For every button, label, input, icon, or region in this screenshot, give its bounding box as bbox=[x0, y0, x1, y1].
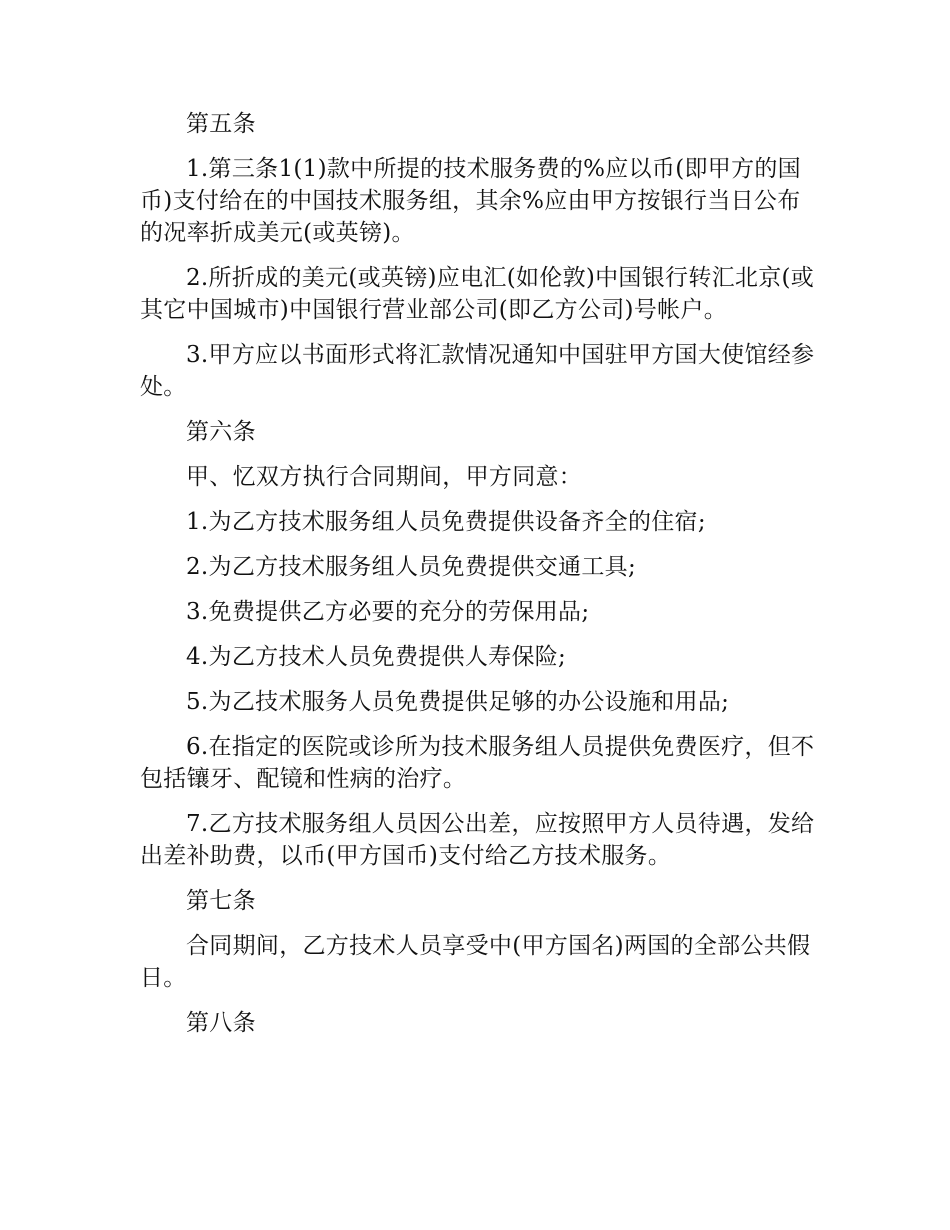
article-5-clause-1: 1.第三条1(1)款中所提的技术服务费的%应以币(即甲方的国币)支付给在的中国技术服务组，其余%应由甲方按银行当日公布的况率折成美元(或英镑)。 bbox=[140, 156, 801, 246]
article-6-item-6: 6.在指定的医院或诊所为技术服务组人员提供免费医疗，但不包括镶牙、配镜和性病的治疗。 bbox=[140, 734, 815, 792]
article-6-item-4: 4.为乙方技术人员免费提供人寿保险; bbox=[186, 644, 567, 670]
article-6-heading: 第六条 bbox=[186, 419, 256, 445]
article-5-clause-3: 3.甲方应以书面形式将汇款情况通知中国驻甲方国大使馆经参处。 bbox=[140, 342, 815, 400]
article-7-body: 合同期间，乙方技术人员享受中(甲方国名)两国的全部公共假日。 bbox=[140, 933, 811, 991]
article-6-intro: 甲、忆双方执行合同期间，甲方同意： bbox=[186, 464, 583, 490]
article-5-clause-2: 2.所折成的美元(或英镑)应电汇(如伦敦)中国银行转汇北京(或其它中国城市)中国银行营业部公司(即乙方公司)号帐户。 bbox=[140, 265, 815, 323]
article-6-item-3: 3.免费提供乙方必要的充分的劳保用品; bbox=[186, 599, 590, 625]
document-page bbox=[140, 108, 820, 1052]
article-6-item-5: 5.为乙技术服务人员免费提供足够的办公设施和用品; bbox=[186, 689, 730, 715]
article-6-item-2: 2.为乙方技术服务组人员免费提供交通工具; bbox=[186, 554, 636, 580]
article-6-item-7: 7.乙方技术服务组人员因公出差，应按照甲方人员待遇，发给出差补助费，以币(甲方国币)支付给乙方技术服务。 bbox=[140, 811, 815, 869]
article-5-heading: 第五条 bbox=[186, 111, 256, 137]
article-8-heading: 第八条 bbox=[186, 1010, 256, 1036]
article-7-heading: 第七条 bbox=[186, 888, 256, 914]
article-6-item-1: 1.为乙方技术服务组人员免费提供设备齐全的住宿; bbox=[186, 509, 706, 535]
